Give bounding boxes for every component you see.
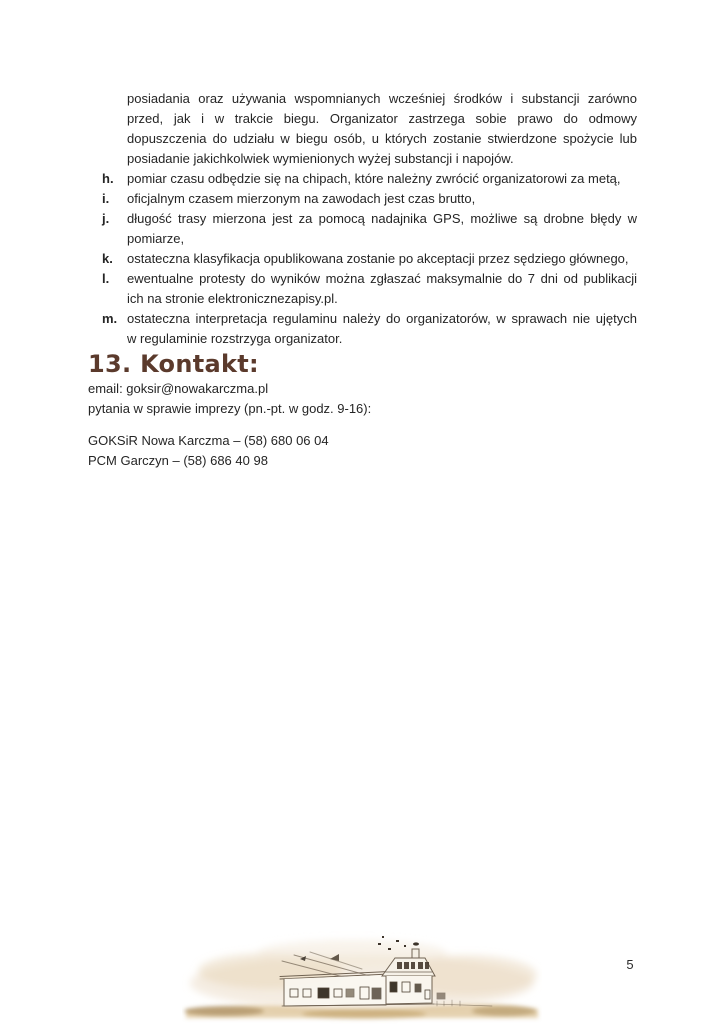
- list-marker: j.: [102, 211, 110, 226]
- list-marker: h.: [102, 171, 114, 186]
- contact-phone-pcm: PCM Garczyn – (58) 686 40 98: [88, 453, 268, 468]
- list-marker: k.: [102, 251, 113, 266]
- inn-building-watercolor-sketch-icon: [182, 931, 542, 1024]
- list-item-line: w regulaminie rozstrzyga organizator.: [127, 331, 343, 346]
- list-item-j: [88, 209, 637, 249]
- list-item-line: oficjalnym czasem mierzonym na zawodach jest czas brutto,: [127, 191, 476, 206]
- list-item-k: [88, 249, 637, 269]
- page-content: [88, 89, 637, 471]
- contact-phone-goksir: GOKSiR Nowa Karczma – (58) 680 06 04: [88, 433, 329, 448]
- paragraph-line: przed, jak i w trakcie biegu. Organizator zastrzega sobie prawo do odmowy: [127, 111, 637, 126]
- contact-section: [88, 349, 637, 471]
- list-marker: l.: [102, 271, 110, 286]
- paragraph-line: dopuszczenia do udziału w biegu osób, u których zostanie stwierdzone spożycie lub: [127, 131, 637, 146]
- list-item-line: pomiar czasu odbędzie się na chipach, które należny zwrócić organizatorowi za metą,: [127, 171, 621, 186]
- list-item-line: ewentualne protesty do wyników można zgłaszać maksymalnie do 7 dni od publikacji: [127, 271, 637, 286]
- section-heading-kontakt: 13. Kontakt:: [88, 350, 259, 378]
- list-item-line: długość trasy mierzona jest za pomocą nadajnika GPS, możliwe są drobne błędy w: [127, 211, 637, 226]
- list-item-l: [88, 269, 637, 309]
- list-item-line: ich na stronie elektronicznezapisy.pl.: [127, 291, 338, 306]
- blank-line: [88, 419, 637, 431]
- list-item-line: pomiarze,: [127, 231, 185, 246]
- paragraph-line: posiadania oraz używania wspomnianych wcześniej środków i substancji zarówno: [127, 91, 637, 106]
- list-marker: i.: [102, 191, 110, 206]
- list-item-line: ostateczna klasyfikacja opublikowana zostanie po akceptacji przez sędziego głównego,: [127, 251, 629, 266]
- list-item-line: ostateczna interpretacja regulaminu należy do organizatorów, w sprawach nie ujętych: [127, 311, 637, 326]
- page-number: 5: [626, 957, 634, 972]
- contact-email-line: email: goksir@nowakarczma.pl: [88, 381, 269, 396]
- contact-hours-line: pytania w sprawie imprezy (pn.-pt. w godz. 9-16):: [88, 401, 372, 416]
- paragraph-line: posiadanie jakichkolwiek wymienionych wyżej substancji i napojów.: [127, 151, 514, 166]
- paragraph-continuation: [127, 89, 637, 169]
- list-item-h: [88, 169, 637, 189]
- list-item-m: [88, 309, 637, 349]
- list-item-i: [88, 189, 637, 209]
- list-marker: m.: [102, 311, 118, 326]
